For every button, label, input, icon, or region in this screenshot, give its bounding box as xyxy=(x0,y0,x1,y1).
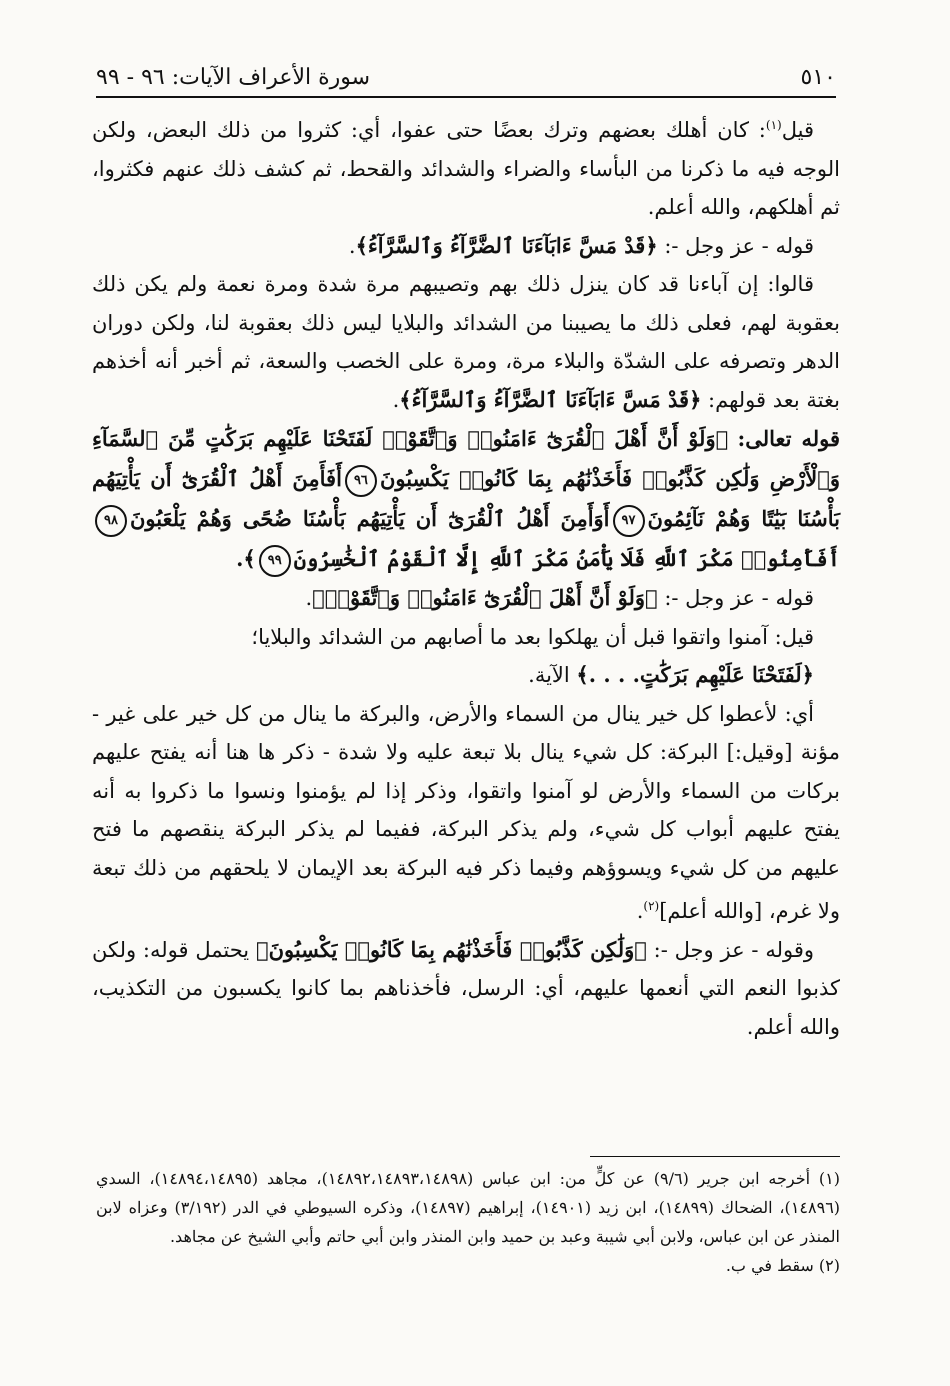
verse-block xyxy=(92,419,840,579)
quran-quote: ﴿قَدْ مَسَّ ءَابَآءَنَا ٱلضَّرَّآءُ وَٱلسَّرَّآءُ﴾ xyxy=(399,386,702,412)
paragraph-2 xyxy=(92,227,840,266)
text-run: أي: لأعطوا كل خير ينال من السماء والأرض، والبركة ما ينال من كل خير على غير - مؤنة [وقيل:] البركة: كل شيء ينال بلا تبعة عليه ولا شدة - ذكر ها هنا أنه يفتح عليهم بركات من السماء والأرض لو آمنوا واتقوا، وذكر إذا لم يؤمنوا ونسوا ما ذكروا به أنه يفتح عليهم أبواب كل شيء، ولم يذكر البركة، ففيما لم يذكر البركة ينقصهم ما فتح عليهم من كل شيء ويسوؤهم وفيما ذكر فيه البركة بعد الإيمان لا يلحقهم من ذلك تبعة ولا غرم، [والله أعلم] xyxy=(92,701,840,923)
text-run: قالوا: إن آباءنا قد كان ينزل ذلك بهم وتصيبهم مرة شدة ومرة نعمة ولم يكن ذلك بعقوبة لهم، فعلى ذلك ما يصيبنا من الشدائد والبلايا ليس ذلك بعقوبة لنا، ولكن دوران الدهر وتصرفه على الشدّة والبلاء مرة، ومرة على الخصب والسعة، ثم أخبر أنه أخذهم بغتة بعد قولهم: xyxy=(92,272,840,412)
text-run: قيل xyxy=(781,118,814,142)
paragraph-6 xyxy=(92,656,840,695)
footnote-2: (٢) سقط في ب. xyxy=(725,1256,840,1275)
surah-title: سورة الأعراف الآيات: ٩٦ - ٩٩ xyxy=(96,65,371,90)
verse-text-2: أَفَأَمِنَ أَهْلُ ٱلْقُرَىٰٓ أَن يَأْتِيَهُم بَأْسُنَا بَيَٰتًا وَهُمْ نَآئِمُونَ xyxy=(92,466,840,531)
verse-text-3: أَوَأَمِنَ أَهْلُ ٱلْقُرَىٰٓ أَن يَأْتِيَهُم بَأْسُنَا ضُحًى وَهُمْ يَلْعَبُونَ xyxy=(130,506,610,531)
footnote-1: (١) أخرجه ابن جرير (٩/٦) عن كلٍّ من: ابن عباس (١٤٨٩٢،١٤٨٩٣،١٤٨٩٨)، مجاهد (١٤٨٩٤،١٤٨٩٥)، السدي (١٤٨٩٦)، الضحاك (١٤٨٩٩)، ابن زيد (١٤٩٠١)، إبراهيم (١٤٨٩٧)، وذكره السيوطي في الدر (٣/١٩٢) وعزاه لابن المنذر عن ابن عباس، ولابن أبي شيبة وعبد بن حميد وابن المنذر وابن أبي حاتم وأبي الشيخ عن مجاهد. xyxy=(96,1169,841,1246)
paragraph-3 xyxy=(92,265,840,419)
paragraph-7 xyxy=(92,695,840,931)
verse-text-1: ﴿وَلَوْ أَنَّ أَهْلَ ٱلْقُرَىٰٓ ءَامَنُوا۟ وَٱتَّقَوْا۟ لَفَتَحْنَا عَلَيْهِم بَرَكَٰتٍ مِّنَ ٱلسَّمَآءِ وَٱلْأَرْضِ وَلَٰكِن كَذَّبُوا۟ فَأَخَذْنَٰهُم بِمَا كَانُوا۟ يَكْسِبُونَ xyxy=(92,426,841,491)
verse-number-99: ٩٩ xyxy=(259,545,291,577)
quran-quote: ﴿قَدْ مَسَّ ءَابَآءَنَا ٱلضَّرَّآءُ وَٱلسَّرَّآءُ﴾ xyxy=(355,232,658,258)
text-run: . xyxy=(348,233,356,258)
quran-quote: ﴿وَلَوْ أَنَّ أَهْلَ ٱلْقُرَىٰٓ ءَامَنُوا۟ وَٱتَّقَوْا۟﴾ xyxy=(312,585,658,610)
main-text xyxy=(92,106,840,1046)
text-run: . xyxy=(305,586,313,610)
running-header xyxy=(96,58,836,98)
paragraph-8 xyxy=(92,931,840,1047)
footnote-separator xyxy=(590,1156,840,1157)
footnotes xyxy=(96,1164,840,1280)
text-run: . xyxy=(636,899,644,923)
text-run: يحتمل قوله: ولكن كذبوا النعم التي أنعمها عليهم، أي: الرسل، فأخذناهم بما كانوا يكسبون من التكذيب، والله أعلم. xyxy=(92,937,840,1039)
paragraph-4 xyxy=(92,579,840,618)
footnote-ref-2[interactable]: (٢) xyxy=(643,899,660,913)
page-number: ٥١٠ xyxy=(800,65,836,90)
paragraph-5: قيل: آمنوا واتقوا قبل أن يهلكوا بعد ما أصابهم من الشدائد والبلايا؛ xyxy=(251,624,814,649)
text-run: . xyxy=(392,387,400,412)
footnote-ref-1[interactable]: (١) xyxy=(765,118,782,132)
quran-quote: ﴿وَلَٰكِن كَذَّبُوا۟ فَأَخَذْنَٰهُم بِمَا كَانُوا۟ يَكْسِبُونَ﴾ xyxy=(255,936,647,962)
text-run: قوله - عز وجل -: xyxy=(657,586,814,610)
paragraph-1 xyxy=(92,106,840,227)
verse-number-97: ٩٧ xyxy=(613,505,645,537)
verse-text-4: أَفَأَمِنُوا۟ مَكْرَ ٱللَّهِ فَلَا يَأْمَنُ مَكْرَ ٱللَّهِ إِلَّا ٱلْقَوْمُ ٱلْخَٰسِرُونَ xyxy=(293,546,840,571)
verse-label: قوله تعالى: xyxy=(737,426,840,451)
text-run: وقوله - عز وجل -: xyxy=(646,937,815,962)
verse-number-96: ٩٦ xyxy=(345,465,377,497)
quran-quote: ﴿لَفَتَحْنَا عَلَيْهِم بَرَكَٰتٍ. . . .﴾ xyxy=(576,662,814,687)
text-run: الآية. xyxy=(528,663,577,687)
verse-number-98: ٩٨ xyxy=(95,505,127,537)
verse-close: ﴾. xyxy=(236,546,256,571)
text-run: قوله - عز وجل -: xyxy=(657,233,814,258)
text-run: : كان أهلك بعضهم وترك بعضًا حتى عفوا، أي: كثروا من ذلك البعض، ولكن الوجه فيه ما ذكرنا من البأساء والضراء والشدائد والقحط، ثم كشف ذلك عنهم فكثروا، ثم أهلكهم، والله أعلم. xyxy=(92,118,840,219)
